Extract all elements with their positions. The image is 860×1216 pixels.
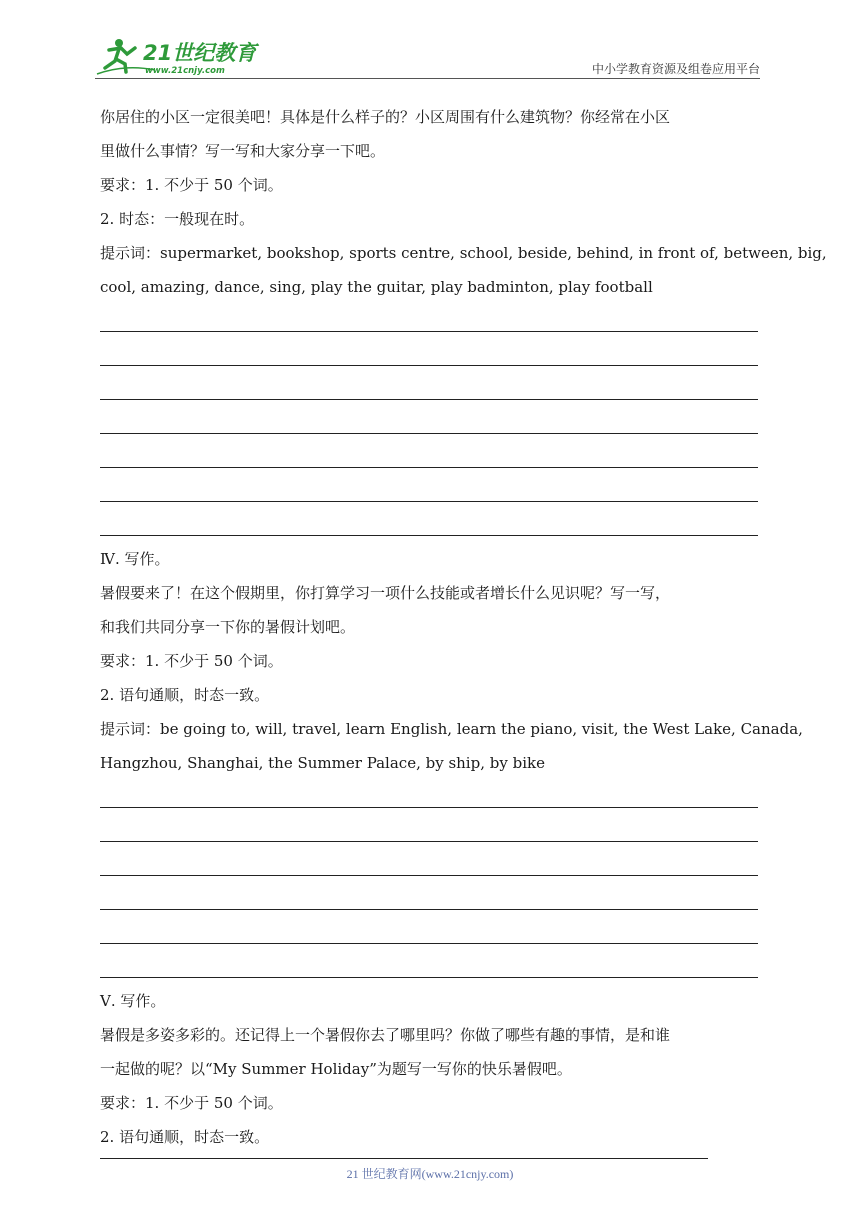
section3-requirement-2: 2. 时态：一般现在时。 <box>100 210 255 228</box>
answer-line[interactable] <box>100 882 762 916</box>
section4-hint-line2: Hangzhou, Shanghai, the Summer Palace, by ship, by bike <box>100 754 545 772</box>
answer-line[interactable] <box>100 848 762 882</box>
section3-hint-line1: 提示词：supermarket, bookshop, sports centre, school, beside, behind, in front of, between, big, <box>100 244 827 262</box>
answer-line[interactable] <box>100 780 762 814</box>
section3-intro-line1: 你居住的小区一定很美吧！具体是什么样子的？小区周围有什么建筑物？你经常在小区 <box>100 108 671 126</box>
worksheet-body <box>100 100 827 1154</box>
answer-line[interactable] <box>100 440 762 474</box>
section5-intro-line2: 一起做的呢？以“My Summer Holiday”为题写一写你的快乐暑假吧。 <box>100 1060 572 1078</box>
page-header <box>95 34 760 78</box>
section5-requirement-2: 2. 语句通顺，时态一致。 <box>100 1128 270 1146</box>
site-logo <box>95 34 265 78</box>
section4-requirement-1: 要求：1. 不少于 50 个词。 <box>100 652 283 670</box>
answer-line[interactable] <box>100 338 762 372</box>
section3-requirement-1: 要求：1. 不少于 50 个词。 <box>100 176 283 194</box>
section5-heading: Ⅴ. 写作。 <box>100 992 166 1010</box>
section4-hint-line1: 提示词：be going to, will, travel, learn English, learn the piano, visit, the West Lake, Canada, <box>100 720 803 738</box>
answer-line[interactable] <box>100 916 762 950</box>
footer-text: 21 世纪教育网(www.21cnjy.com) <box>346 1167 514 1181</box>
section4-intro-line1: 暑假要来了！在这个假期里，你打算学习一项什么技能或者增长什么见识呢？写一写， <box>100 584 671 602</box>
answer-line[interactable] <box>100 406 762 440</box>
section4-heading: Ⅳ. 写作。 <box>100 550 170 568</box>
section3-intro-line2: 里做什么事情？写一写和大家分享一下吧。 <box>100 142 386 160</box>
logo-text: 21世纪教育 <box>143 41 257 65</box>
section3-hint-line2: cool, amazing, dance, sing, play the guitar, play badminton, play football <box>100 278 653 296</box>
platform-name: 中小学教育资源及组卷应用平台 <box>591 62 760 76</box>
section5-intro-line1: 暑假是多姿多彩的。还记得上一个暑假你去了哪里吗？你做了哪些有趣的事情，是和谁 <box>100 1026 671 1044</box>
section4-requirement-2: 2. 语句通顺，时态一致。 <box>100 686 270 704</box>
answer-line[interactable] <box>100 474 762 508</box>
section4-intro-line2: 和我们共同分享一下你的暑假计划吧。 <box>100 618 356 636</box>
answer-line[interactable] <box>100 814 762 848</box>
answer-line[interactable] <box>100 508 762 542</box>
answer-line[interactable] <box>100 950 762 984</box>
header-divider <box>95 78 760 79</box>
answer-line[interactable] <box>100 372 762 406</box>
section5-requirement-1: 要求：1. 不少于 50 个词。 <box>100 1094 283 1112</box>
footer-divider <box>100 1158 708 1159</box>
logo-url: www.21cnjy.com <box>145 66 225 76</box>
answer-line[interactable] <box>100 304 762 338</box>
